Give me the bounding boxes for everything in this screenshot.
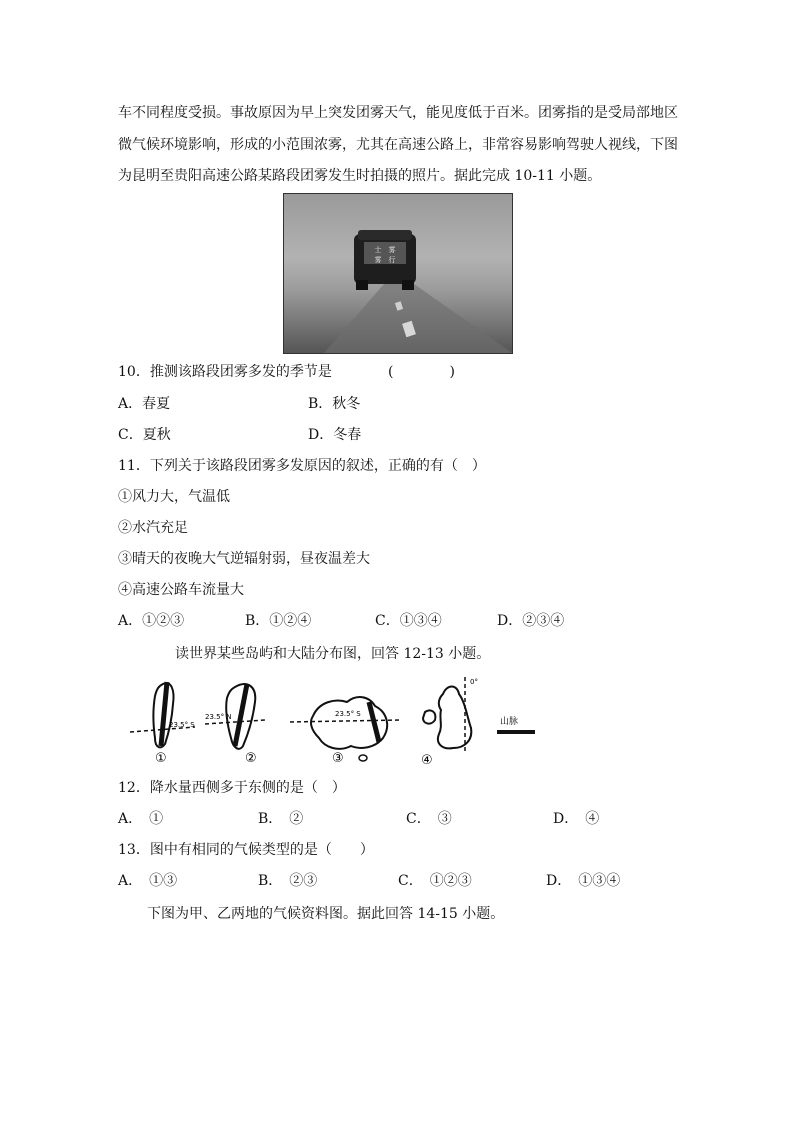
sign-text-1: 士 雾 — [374, 246, 396, 254]
islands-map-figure — [125, 672, 545, 772]
vehicle-roof — [358, 230, 412, 240]
continent-3-tropic-line — [290, 720, 400, 722]
wheel-right — [402, 280, 414, 290]
island-1-number: ① — [155, 751, 167, 766]
island-4-longitude: 0° — [470, 678, 478, 686]
q10-stem: 10．推测该路段团雾多发的季节是 — [118, 364, 332, 380]
island-2-number: ② — [245, 751, 257, 766]
q11-option-a: A．①②③ — [118, 613, 185, 629]
fog-photo-drawing — [284, 194, 512, 353]
island-1-latitude: 23.5° S — [169, 721, 195, 729]
q10-option-a: A．春夏 — [118, 396, 171, 412]
q11-statement-3: ③晴天的夜晚大气逆辐射弱，昼夜温差大 — [118, 551, 370, 567]
q10-option-b: B．秋冬 — [308, 396, 361, 412]
island-1-mountain — [161, 682, 167, 746]
continent-3-island — [359, 755, 367, 761]
q13-stem: 13．图中有相同的气候类型的是（ ） — [118, 842, 374, 858]
q12-stem: 12．降水量西侧多于东侧的是（ ） — [118, 780, 346, 796]
q13-option-c: C． ①②③ — [398, 873, 472, 889]
sign-text-2: 雾 行 — [374, 256, 396, 264]
wheel-left — [356, 280, 368, 290]
q10-option-d: D．冬春 — [308, 427, 362, 443]
q12-option-d: D． ④ — [553, 811, 600, 827]
island-2-latitude: 23.5° N — [205, 713, 232, 721]
intro-14-15: 下图为甲、乙两地的气候资料图。据此回答 14-15 小题。 — [147, 906, 505, 922]
continent-3-number: ③ — [332, 751, 344, 766]
q12-option-a: A． ① — [118, 811, 164, 827]
intro-line-3: 为昆明至贵阳高速公路某路段团雾发生时拍摄的照片。据此完成 10-11 小题。 — [118, 168, 602, 184]
q11-statement-2: ②水汽充足 — [118, 520, 188, 536]
island-4-outline — [438, 687, 471, 749]
intro-line-2: 微气候环境影响，形成的小范围浓雾，尤其在高速公路上，非常容易影响驾驶人视线，下图 — [118, 137, 678, 153]
island-2-mountain — [235, 684, 247, 746]
q11-option-c: C．①③④ — [375, 613, 442, 629]
q11-statement-1: ①风力大，气温低 — [118, 489, 230, 505]
q11-statement-4: ④高速公路车流量大 — [118, 582, 244, 598]
island-4-number: ④ — [421, 753, 433, 768]
intro-line-1: 车不同程度受损。事故原因为早上突发团雾天气，能见度低于百米。团雾指的是受局部地区 — [118, 105, 678, 121]
continent-3-latitude: 23.5° S — [335, 710, 361, 718]
road — [324, 284, 512, 353]
legend-label: 山脉 — [500, 717, 519, 727]
island-4-ireland — [423, 710, 435, 723]
fog-photo — [283, 193, 513, 354]
q11-option-b: B．①②④ — [245, 613, 312, 629]
q13-option-d: D． ①③④ — [546, 873, 621, 889]
q12-option-c: C． ③ — [406, 811, 452, 827]
q13-option-b: B． ②③ — [258, 873, 318, 889]
islands-map-drawing — [125, 672, 545, 772]
q10-bracket: ( ) — [388, 364, 455, 380]
q11-stem: 11．下列关于该路段团雾多发原因的叙述，正确的有（ ） — [118, 458, 486, 474]
q11-option-d: D．②③④ — [497, 613, 565, 629]
q12-option-b: B． ② — [258, 811, 304, 827]
q10-option-c: C．夏秋 — [118, 427, 171, 443]
q13-option-a: A． ①③ — [118, 873, 178, 889]
intro-12-13: 读世界某些岛屿和大陆分布图，回答 12-13 小题。 — [175, 646, 491, 662]
